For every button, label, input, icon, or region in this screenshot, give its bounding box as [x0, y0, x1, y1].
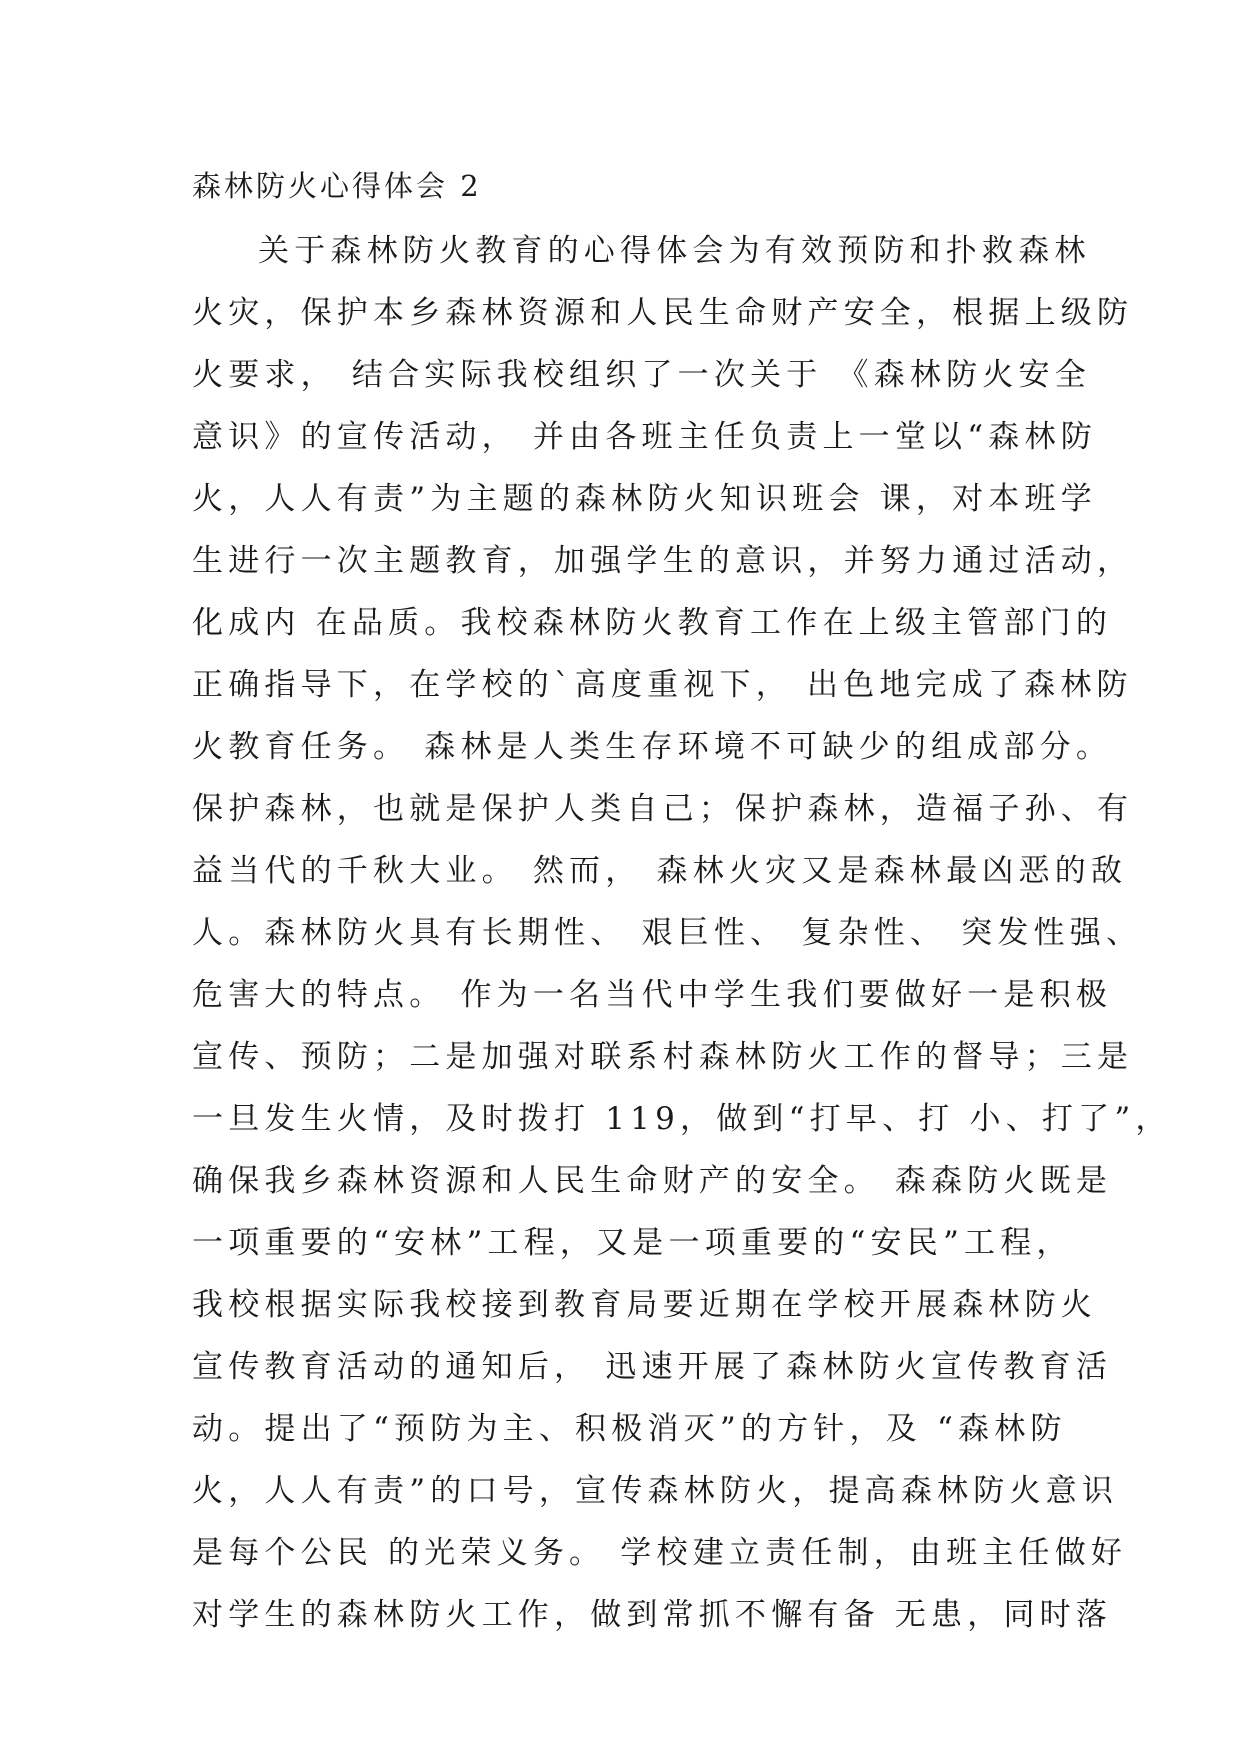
- body-line: 宣传、预防；二是加强对联系村森林防火工作的督导；三是: [192, 1039, 1134, 1075]
- body-line: 确保我乡森林资源和人民生命财产的安全。 森森防火既是: [192, 1163, 1113, 1199]
- body-line: 火灾，保护本乡森林资源和人民生命财产安全，根据上级防: [192, 295, 1134, 331]
- body-line: 生进行一次主题教育，加强学生的意识，并努力通过活动，: [192, 543, 1134, 579]
- body-line: 关于森林防火教育的心得体会为有效预防和扑救森林: [258, 233, 1091, 269]
- body-line: 火，人人有责”为主题的森林防火知识班会 课，对本班学: [192, 481, 1097, 517]
- body-line: 人。森林防火具有长期性、 艰巨性、 复杂性、 突发性强、: [192, 915, 1143, 951]
- body-line: 化成内 在品质。我校森林防火教育工作在上级主管部门的: [192, 605, 1113, 641]
- body-line: 正确指导下，在学校的`高度重视下， 出色地完成了森林防: [192, 667, 1133, 703]
- document-body: [192, 220, 1172, 1646]
- body-line: 一旦发生火情，及时拨打 119，做到“打早、打 小、打了”，: [192, 1101, 1172, 1137]
- body-line: 对学生的森林防火工作，做到常抓不懈有备 无患，同时落: [192, 1597, 1113, 1633]
- body-line: 益当代的千秋大业。 然而， 森林火灾又是森林最凶恶的敌: [192, 853, 1128, 889]
- body-line: 动。提出了“预防为主、积极消灭”的方针，及 “森林防: [192, 1411, 1067, 1447]
- body-line: 火，人人有责”的口号，宣传森林防火，提高森林防火意识: [192, 1473, 1119, 1509]
- body-line: 意识》的宣传活动， 并由各班主任负责上一堂以“森林防: [192, 419, 1097, 455]
- body-line: 火要求， 结合实际我校组织了一次关于 《森林防火安全: [192, 357, 1091, 393]
- body-line: 危害大的特点。 作为一名当代中学生我们要做好一是积极: [192, 977, 1113, 1013]
- body-line: 火教育任务。 森林是人类生存环境不可缺少的组成部分。: [192, 729, 1113, 765]
- document-title: 森林防火心得体会 2: [192, 169, 482, 203]
- body-line: 是每个公民 的光荣义务。 学校建立责任制，由班主任做好: [192, 1535, 1128, 1571]
- body-line: 一项重要的“安林”工程，又是一项重要的“安民”工程，: [192, 1225, 1073, 1261]
- body-line: 保护森林，也就是保护人类自己；保护森林，造福子孙、有: [192, 791, 1134, 827]
- body-line: 宣传教育活动的通知后， 迅速开展了森林防火宣传教育活: [192, 1349, 1113, 1385]
- body-line: 我校根据实际我校接到教育局要近期在学校开展森林防火: [192, 1287, 1097, 1323]
